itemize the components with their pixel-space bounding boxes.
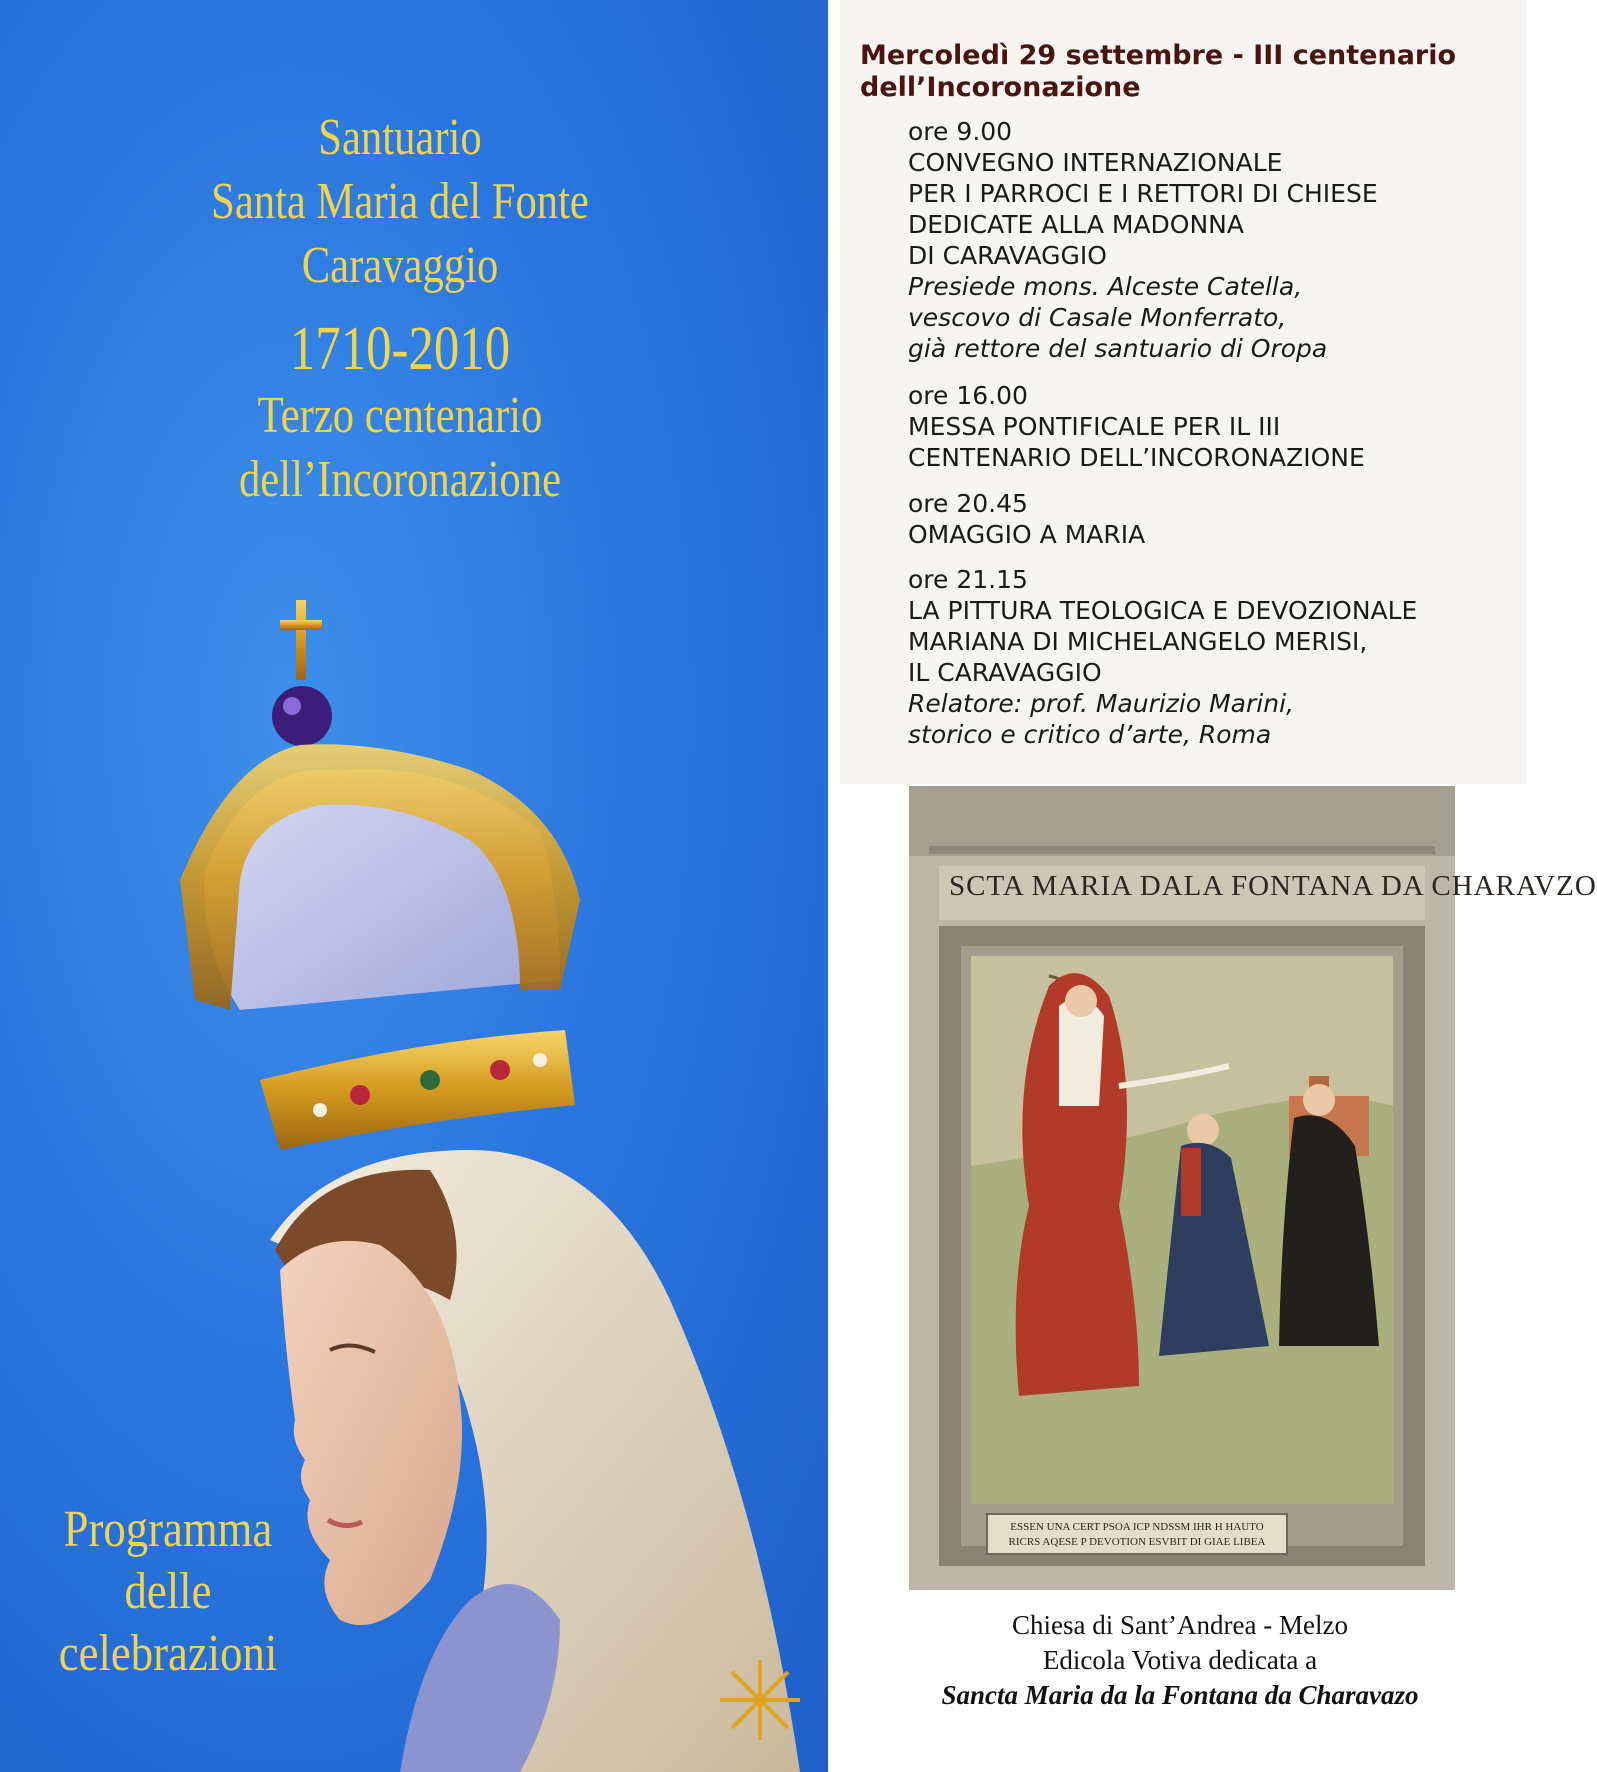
event-title-line: CENTENARIO DELL’INCORONAZIONE <box>908 443 1365 472</box>
caption-title: Sancta Maria da la Fontana da Charavazo <box>941 1680 1419 1710</box>
day-heading <box>860 40 1520 104</box>
event-note-line: Relatore: prof. Maurizio Marini, <box>908 689 1294 718</box>
cover-title-line-2: Santa Maria del Fonte <box>211 173 589 230</box>
day-heading-line-2: dell’Incoronazione <box>860 72 1141 103</box>
day-heading-line-1: Mercoledì 29 settembre - III centenario <box>860 40 1457 71</box>
event-title-line: MARIANA DI MICHELANGELO MERISI, <box>908 627 1368 656</box>
caption-line-1: Chiesa di Sant’Andrea - Melzo <box>1012 1610 1348 1640</box>
cover-title-line-3: Caravaggio <box>301 237 499 294</box>
program-panel <box>840 0 1526 784</box>
event-title-line: DEDICATE ALLA MADONNA <box>908 210 1244 239</box>
event-note-line: storico e critico d’arte, Roma <box>908 720 1272 749</box>
event-2 <box>908 380 1518 473</box>
fresco-inscription: SCTA MARIA DALA FONTANA DA CHARAVZO <box>949 870 1597 902</box>
caption-line-2: Edicola Votiva dedicata a <box>1042 1645 1318 1675</box>
cover-program-line-3: celebrazioni <box>58 1625 278 1682</box>
cover-program-line-2: delle <box>124 1563 212 1620</box>
fresco-painting <box>909 786 1597 1590</box>
event-time: ore 16.00 <box>908 381 1028 410</box>
event-note-line: vescovo di Casale Monferrato, <box>908 303 1287 332</box>
event-title-line: MESSA PONTIFICALE PER IL III <box>908 412 1281 441</box>
event-note-line: già rettore del santuario di Oropa <box>908 334 1328 363</box>
cover-title-line-1: Santuario <box>318 109 482 166</box>
event-title-line: LA PITTURA TEOLOGICA E DEVOZIONALE <box>908 596 1418 625</box>
event-title-line: PER I PARROCI E I RETTORI DI CHIESE <box>908 179 1378 208</box>
event-time: ore 20.45 <box>908 489 1028 518</box>
event-note-line: Presiede mons. Alceste Catella, <box>908 272 1303 301</box>
fresco-plaque-line: ESSEN UNA CERT PSOA ICP NDSSM IHR H HAUTO <box>1010 1521 1264 1533</box>
event-1 <box>908 116 1518 364</box>
cover-subtitle-line-1: Terzo centenario <box>257 387 543 444</box>
event-time: ore 21.15 <box>908 565 1028 594</box>
fresco-plaque-line: RICRS AQESE P DEVOTION ESVBIT DI GIAE LIBEA <box>1008 1536 1266 1548</box>
event-title-line: OMAGGIO A MARIA <box>908 520 1146 549</box>
event-4 <box>908 564 1518 750</box>
fresco-image <box>909 786 1597 1590</box>
event-3 <box>908 488 1518 550</box>
cover-program-line-1: Programma <box>63 1501 273 1558</box>
fresco-plaque-text <box>987 1520 1287 1550</box>
event-time: ore 9.00 <box>908 117 1013 146</box>
event-title-line: IL CARAVAGGIO <box>908 658 1102 687</box>
cover-subtitle-line-2: dell’Incoronazione <box>238 451 562 508</box>
cover-years: 1710-2010 <box>289 315 511 383</box>
event-title-line: CONVEGNO INTERNAZIONALE <box>908 148 1283 177</box>
event-title-line: DI CARAVAGGIO <box>908 241 1107 270</box>
